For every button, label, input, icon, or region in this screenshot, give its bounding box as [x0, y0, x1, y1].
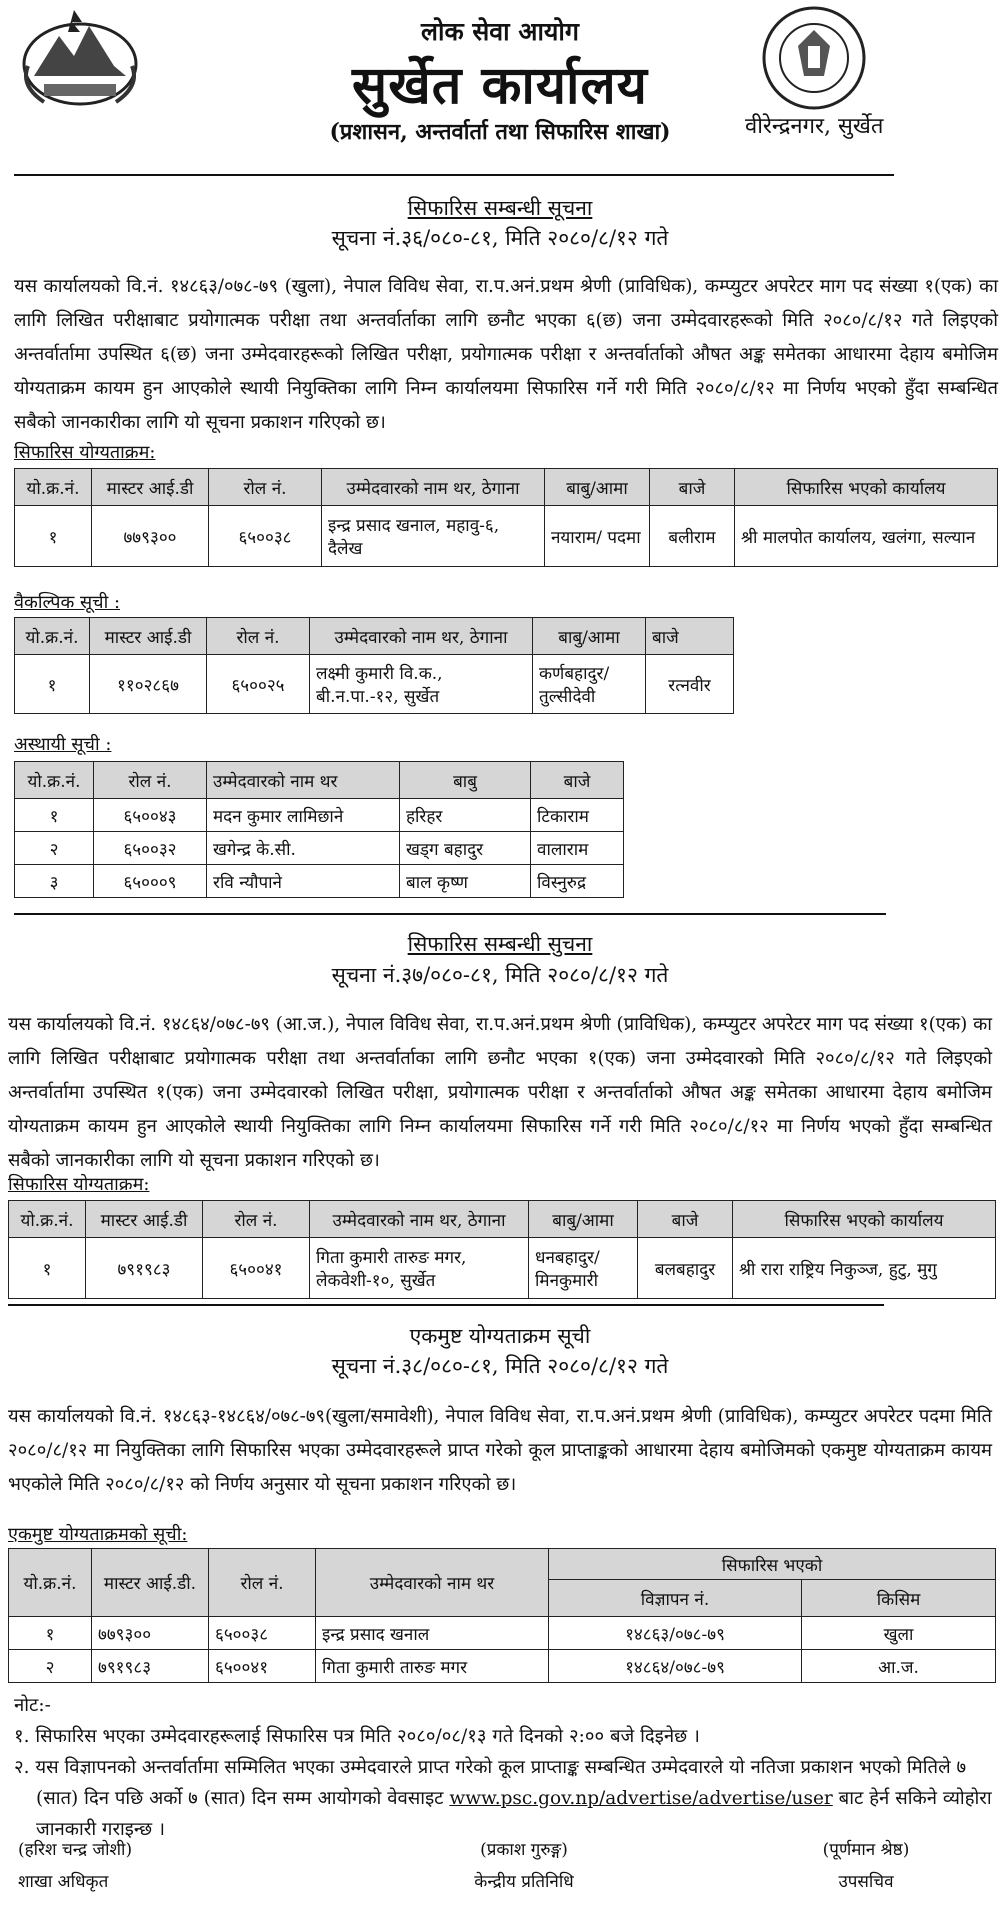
col-header: किसिम [802, 1580, 996, 1617]
notice3-subtitle: सूचना नं.३८/०८०-८१, मिति २०८०/८/१२ गते [331, 1354, 669, 1378]
notice3-merit-table [8, 1548, 996, 1683]
col-header: बाजे [638, 1201, 733, 1238]
table-header-row [15, 762, 624, 799]
notice1-temp-table [14, 761, 624, 898]
notice1-temp-label: अस्थायी सूची : [14, 734, 112, 755]
office-name: सुर्खेत कार्यालय [352, 55, 648, 116]
col-header: यो.क्र.नं. [15, 618, 90, 655]
signatory-role: उपसचिव [838, 1872, 894, 1892]
col-header: उम्मेदवारको नाम थर [316, 1549, 549, 1617]
signature-block-2 [464, 1834, 584, 1898]
note-item-2: २. यस विज्ञापनको अन्तर्वार्तामा सम्मिलित भएका उम्मेदवारले प्राप्त गरेको कूल प्राप्ताङ्क सम्बन्धित उम्मेदवारले यो नतिजा प्रकाशन भएको मितिले ७ (सात) दिन पछि अर्को ७ (सात) दिन सम्म आयोगको वेवसाइट www.psc.gov.np/advertise/advertise/user बाट हेर्न सकिने व्योहोरा जानकारी गराइन्छ । [14, 1757, 992, 1840]
notice1-merit-table [14, 468, 998, 567]
office-location: वीरेन्द्रनगर, सुर्खेत [745, 114, 884, 139]
org-name: लोक सेवा आयोग [421, 17, 579, 46]
table-row: २ ६५००३२ खगेन्द्र के.सी. खड्ग बहादुर वालाराम [15, 832, 624, 865]
col-header: उम्मेदवारको नाम थर [207, 762, 400, 799]
signature-block-1 [18, 1834, 132, 1898]
col-header: बाबु/आमा [533, 618, 646, 655]
col-header: बाबु/आमा [529, 1201, 638, 1238]
notice2-merit-table [8, 1200, 996, 1299]
col-header: रोल नं. [209, 469, 322, 506]
table-row: १ ७७९३०० ६५००३८ इन्द्र प्रसाद खनाल, महावु-६, दैलेख नयाराम/ पदमा बलीराम श्री मालपोत कार्यालय, खलंगा, सल्यान [15, 506, 998, 567]
col-header: मास्टर आई.डी [92, 469, 209, 506]
psc-website-link[interactable]: www.psc.gov.np/advertise/advertise/user [449, 1788, 833, 1809]
col-header: यो.क्र.नं. [15, 469, 92, 506]
col-header: बाबु [400, 762, 531, 799]
signatory-name: (हरिश चन्द्र जोशी) [18, 1840, 133, 1860]
notice1-alt-table [14, 617, 734, 714]
notice3-title: एकमुष्ट योग्यताक्रम सूची [409, 1324, 591, 1348]
col-header: यो.क्र.नं. [9, 1201, 86, 1238]
col-header: बाजे [650, 469, 735, 506]
col-header: यो.क्र.नं. [15, 762, 94, 799]
col-header: उम्मेदवारको नाम थर, ठेगाना [310, 1201, 529, 1238]
signatory-role: शाखा अधिकृत [18, 1872, 109, 1892]
table-header-row [9, 1549, 996, 1580]
col-header: मास्टर आई.डी [90, 618, 207, 655]
col-header: यो.क्र.नं. [9, 1549, 92, 1617]
col-header: रोल नं. [209, 1549, 316, 1617]
note-item-1: १. सिफारिस भएका उम्मेदवारहरूलाई सिफारिस पत्र मिति २०८०/०८/१३ गते दिनको २:०० बजे दिइनेछ । [14, 1726, 700, 1747]
table-header-row [15, 469, 998, 506]
notice2-body: यस कार्यालयको वि.नं. १४८६४/०७८-७९ (आ.ज.), नेपाल विविध सेवा, रा.प.अनं.प्रथम श्रेणी (प्राविधिक), कम्प्युटर अपरेटर माग पद संख्या १(एक) का लागि लिखित परीक्षाबाट प्रयोगात्मक परीक्षा तथा अन्तर्वार्ताका लागि छनौट भएका १(एक) जना उम्मेदवारको मिति २०८०/८/१२ गते लिइएको अन्तर्वार्तामा उपस्थित १(एक) जना उम्मेदवारको लिखित परीक्षा, प्रयोगात्मक परीक्षा र अन्तर्वार्ताको औषत अङ्क समेतका आधारमा देहाय बमोजिम योग्यताक्रम कायम हुन आएकोले स्थायी नियुक्तिका लागि निम्न कार्यालयमा सिफारिस गर्ने गरी मिति २०८०/८/१२ मा निर्णय भएको हुँदा सम्बन्धित सबैको जानकारीका लागि यो सूचना प्रकाशन गरिएको छ। [8, 1014, 992, 1171]
col-header: सिफारिस भएको कार्यालय [733, 1201, 996, 1238]
branch-name: (प्रशासन, अन्तर्वार्ता तथा सिफारिस शाखा) [329, 119, 671, 145]
section-divider [14, 913, 886, 915]
col-header: उम्मेदवारको नाम थर, ठेगाना [322, 469, 545, 506]
col-header: रोल नं. [203, 1201, 310, 1238]
table-row: २ ७९१९८३ ६५००४१ गिता कुमारी तारुङ मगर १४८६४/०७८-७९ आ.ज. [9, 1650, 996, 1683]
col-header: रोल नं. [207, 618, 310, 655]
table-row: १ ७७९३०० ६५००३८ इन्द्र प्रसाद खनाल १४८६३/०७८-७९ खुला [9, 1617, 996, 1650]
table-header-row [15, 618, 734, 655]
notice1-body: यस कार्यालयको वि.नं. १४८६३/०७८-७९ (खुला), नेपाल विविध सेवा, रा.प.अनं.प्रथम श्रेणी (प्राविधिक), कम्प्युटर अपरेटर माग पद संख्या १(एक) का लागि लिखित परीक्षाबाट प्रयोगात्मक परीक्षा तथा अन्तर्वार्ताका लागि छनौट भएका ६(छ) जना उम्मेदवारहरूको मिति २०८०/८/१२ गते लिइएको अन्तर्वार्तामा उपस्थित ६(छ) जना उम्मेदवारहरूको लिखित परीक्षा, प्रयोगात्मक परीक्षा र अन्तर्वार्ताको औषत अङ्क समेतका आधारमा देहाय बमोजिम योग्यताक्रम कायम हुन आएकोले स्थायी नियुक्तिका लागि निम्न कार्यालयमा सिफारिस गर्ने गरी मिति २०८०/८/१२ मा निर्णय भएको हुँदा सम्बन्धित सबैको जानकारीका लागि यो सूचना प्रकाशन गरिएको छ। [14, 276, 998, 433]
header-divider [14, 174, 894, 176]
col-header: मास्टर आई.डी [86, 1201, 203, 1238]
table-row: ३ ६५०००९ रवि न्यौपाने बाल कृष्ण विस्नुरुद्र [15, 865, 624, 898]
table-header-row [9, 1201, 996, 1238]
table-row: १ ६५००४३ मदन कुमार लामिछाने हरिहर टिकाराम [15, 799, 624, 832]
notice1-merit-label: सिफारिस योग्यताक्रम: [14, 442, 156, 463]
col-header: सिफारिस भएको [549, 1549, 996, 1580]
col-header: मास्टर आई.डी. [92, 1549, 209, 1617]
col-header: बाजे [646, 618, 734, 655]
col-header: सिफारिस भएको कार्यालय [735, 469, 998, 506]
table-row: १ ७९१९८३ ६५००४१ गिता कुमारी तारुङ मगर, लेकवेशी-१०, सुर्खेत धनबहादुर/ मिनकुमारी बलबहादुर श्री रारा राष्ट्रिय निकुञ्ज, हुटु, मुगु [9, 1238, 996, 1299]
notes-heading: नोट:- [14, 1695, 51, 1716]
notice3-list-label: एकमुष्ट योग्यताक्रमको सूची: [8, 1524, 188, 1545]
col-header: बाबु/आमा [545, 469, 650, 506]
signatory-role: केन्द्रीय प्रतिनिधि [474, 1872, 574, 1892]
col-header: बाजे [531, 762, 624, 799]
notice1-alt-label: वैकल्पिक सूची : [14, 592, 121, 613]
notice1-subtitle: सूचना नं.३६/०८०-८१, मिति २०८०/८/१२ गते [331, 226, 669, 250]
col-header: उम्मेदवारको नाम थर, ठेगाना [310, 618, 533, 655]
psc-seal-icon [758, 6, 870, 114]
col-header: रोल नं. [94, 762, 207, 799]
table-row: १ ११०२८६७ ६५००२५ लक्ष्मी कुमारी वि.क., बी.न.पा.-१२, सुर्खेत कर्णबहादुर/ तुल्सीदेवी रत्नवीर [15, 655, 734, 714]
col-header: विज्ञापन नं. [549, 1580, 802, 1617]
signatory-name: (प्रकाश गुरुङ्ग) [480, 1840, 568, 1860]
signatory-name: (पूर्णमान श्रेष्ठ) [822, 1840, 910, 1860]
notice1-title: सिफारिस सम्बन्धी सूचना [407, 196, 593, 220]
section-divider [8, 1304, 884, 1306]
notice2-title: सिफारिस सम्बन्धी सुचना [407, 932, 593, 956]
signature-block-3 [806, 1834, 926, 1898]
notice2-subtitle: सूचना नं.३७/०८०-८१, मिति २०८०/८/१२ गते [331, 963, 669, 987]
notes-section [14, 1690, 994, 1845]
notice3-body: यस कार्यालयको वि.नं. १४८६३-१४८६४/०७८-७९(खुला/समावेशी), नेपाल विविध सेवा, रा.प.अनं.प्रथम श्रेणी (प्राविधिक), कम्प्युटर अपरेटर पदमा मिति २०८०/८/१२ मा नियुक्तिका लागि सिफारिस भएका उम्मेदवारहरूले प्राप्त गरेको कूल प्राप्ताङ्कको आधारमा देहाय बमोजिमको एकमुष्ट योग्यताक्रम कायम भएकोले मिति २०८०/८/१२ को निर्णय अनुसार यो सूचना प्रकाशन गरिएको छ। [8, 1406, 992, 1495]
notice2-merit-label: सिफारिस योग्यताक्रम: [8, 1174, 150, 1195]
